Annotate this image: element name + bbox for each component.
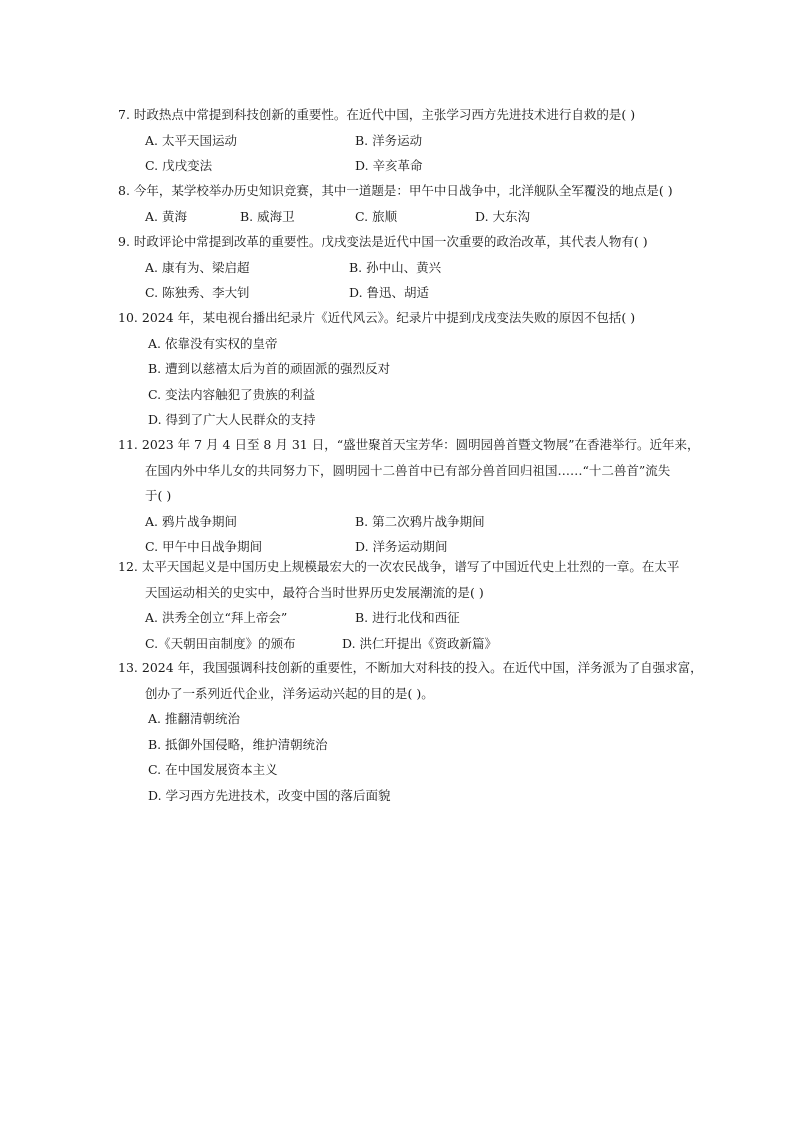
question-stem: 9. 时政评论中常提到改革的重要性。戊戌变法是近代中国一次重要的政治改革，其代表人物有( ): [118, 234, 648, 249]
option-d: D. 学习西方先进技术，改变中国的落后面貌: [148, 787, 391, 803]
option-a: A. 太平天国运动: [145, 132, 237, 148]
option-d: D. 洪仁玕提出《资政新篇》: [342, 635, 498, 651]
option-a: A. 康有为、梁启超: [145, 259, 250, 275]
question-stem: 13. 2024 年，我国强调科技创新的重要性，不断加大对科技的投入。在近代中国，洋务派为了自强求富，: [118, 660, 703, 675]
option-row: [118, 280, 678, 306]
question-stem: 7. 时政热点中常提到科技创新的重要性。在近代中国，主张学习西方先进技术进行自救的是( ): [118, 107, 636, 122]
option-c: C. 戊戌变法: [145, 158, 213, 173]
question-8: [118, 178, 678, 229]
option-c: C. 变法内容触犯了贵族的利益: [148, 386, 316, 402]
question-stem: 8. 今年，某学校举办历史知识竞赛，其中一道题是：甲午中日战争中，北洋舰队全军覆没的地点是( ): [118, 183, 673, 198]
option-d: D. 大东沟: [475, 208, 531, 224]
option-d: D. 辛亥革命: [355, 158, 423, 173]
question-stem: 11. 2023 年 7 月 4 日至 8 月 31 日，“盛世聚首天宝芳华：圆明园兽首暨文物展”在香港举行。近年来，: [118, 437, 700, 452]
option-row: [118, 128, 678, 154]
option-a: A. 依靠没有实权的皇帝: [148, 335, 278, 351]
option-row: [118, 509, 678, 535]
question-11: [118, 432, 700, 560]
question-10: [118, 305, 678, 433]
question-stem-continued: 天国运动相关的史实中，最符合当时世界历史发展潮流的是( ): [145, 584, 484, 600]
option-d: D. 鲁迅、胡适: [349, 285, 430, 300]
option-b: B. 洋务运动: [355, 132, 423, 148]
question-stem-continued: 于( ): [145, 488, 172, 503]
option-b: B. 威海卫: [240, 208, 295, 224]
option-c: C. 旅顺: [355, 208, 398, 224]
option-row: [118, 631, 678, 657]
question-13: [118, 655, 703, 808]
question-stem-continued: 在国内外中华儿女的共同努力下，圆明园十二兽首中已有部分兽首回归祖国……“十二兽首”流失: [145, 462, 671, 478]
option-row: [118, 255, 678, 281]
option-a: A. 洪秀全创立“拜上帝会”: [145, 610, 288, 625]
option-c: C. 在中国发展资本主义: [148, 762, 278, 777]
option-row: [118, 605, 678, 631]
question-stem: 12. 太平天国起义是中国历史上规模最宏大的一次农民战争，谱写了中国近代史上壮烈的一章。在太平: [118, 559, 680, 574]
option-row: [118, 153, 678, 179]
question-12: [118, 554, 678, 656]
question-9: [118, 229, 678, 306]
option-a: A. 鸦片战争期间: [145, 513, 237, 529]
option-b: B. 遭到以慈禧太后为首的顽固派的强烈反对: [148, 361, 391, 376]
option-a: A. 黄海: [145, 208, 187, 224]
option-d: D. 洋务运动期间: [355, 539, 448, 554]
question-7: [118, 102, 678, 179]
question-stem-continued: 创办了一系列近代企业，洋务运动兴起的目的是( )。: [145, 685, 434, 701]
option-c: C. 甲午中日战争期间: [145, 539, 263, 554]
option-c: C. 陈独秀、李大钊: [145, 285, 250, 300]
option-d: D. 得到了广大人民群众的支持: [148, 412, 316, 427]
option-b: B. 进行北伐和西征: [355, 610, 460, 625]
option-a: A. 推翻清朝统治: [148, 711, 240, 726]
option-b: B. 孙中山、黄兴: [349, 259, 442, 275]
option-c: C.《天朝田亩制度》的颁布: [145, 635, 296, 651]
question-stem: 10. 2024 年，某电视台播出纪录片《近代风云》。纪录片中提到戊戌变法失败的原因不包括( ): [118, 310, 636, 325]
option-row: [118, 204, 678, 230]
option-b: B. 抵御外国侵略，维护清朝统治: [148, 736, 328, 752]
option-b: B. 第二次鸦片战争期间: [355, 513, 485, 529]
